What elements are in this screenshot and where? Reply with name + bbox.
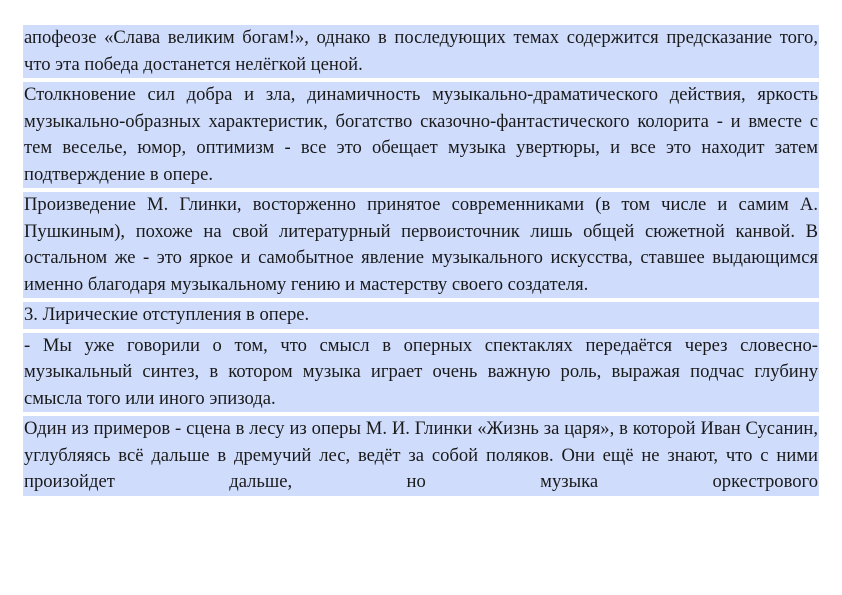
paragraph-glinka-work: Произведение М. Глинки, восторженно принятое современниками (в том числе и самим А. Пушкиным), похоже на свой литературный первоисточник лишь общей сюжетной канвой. В остальном же - это яркое и самобытное явление музыкального искусства, ставшее выдающимся именно благодаря музыкальному гению и мастерству своего создателя. [23,192,819,298]
paragraph-forest-scene: Один из примеров - сцена в лесу из оперы М. И. Глинки «Жизнь за царя», в которой Иван Сусанин, углубляясь всё дальше в дремучий лес, ведёт за собой поляков. Они ещё не знают, что с ними произойдет дальше, но музыка оркестрового [23,416,819,496]
paragraph-synthesis: - Мы уже говорили о том, что смысл в оперных спектаклях передаётся через словесно-музыкальный синтез, в котором музыка играет очень важную роль, выражая подчас глубину смысла того или иного эпизода. [23,333,819,413]
paragraph-apotheosis: апофеозе «Слава великим богам!», однако в последующих темах содержится предсказание того, что эта победа достанется нелёгкой ценой. [23,25,819,78]
section-heading: 3. Лирические отступления в опере. [23,302,819,329]
document-page [23,25,819,500]
paragraph-conflict: Столкновение сил добра и зла, динамичность музыкально-драматического действия, яркость музыкально-образных характеристик, богатство сказочно-фантастического колорита - и вместе с тем веселье, юмор, оптимизм - все это обещает музыка увертюры, и все это находит затем подтверждение в опере. [23,82,819,188]
